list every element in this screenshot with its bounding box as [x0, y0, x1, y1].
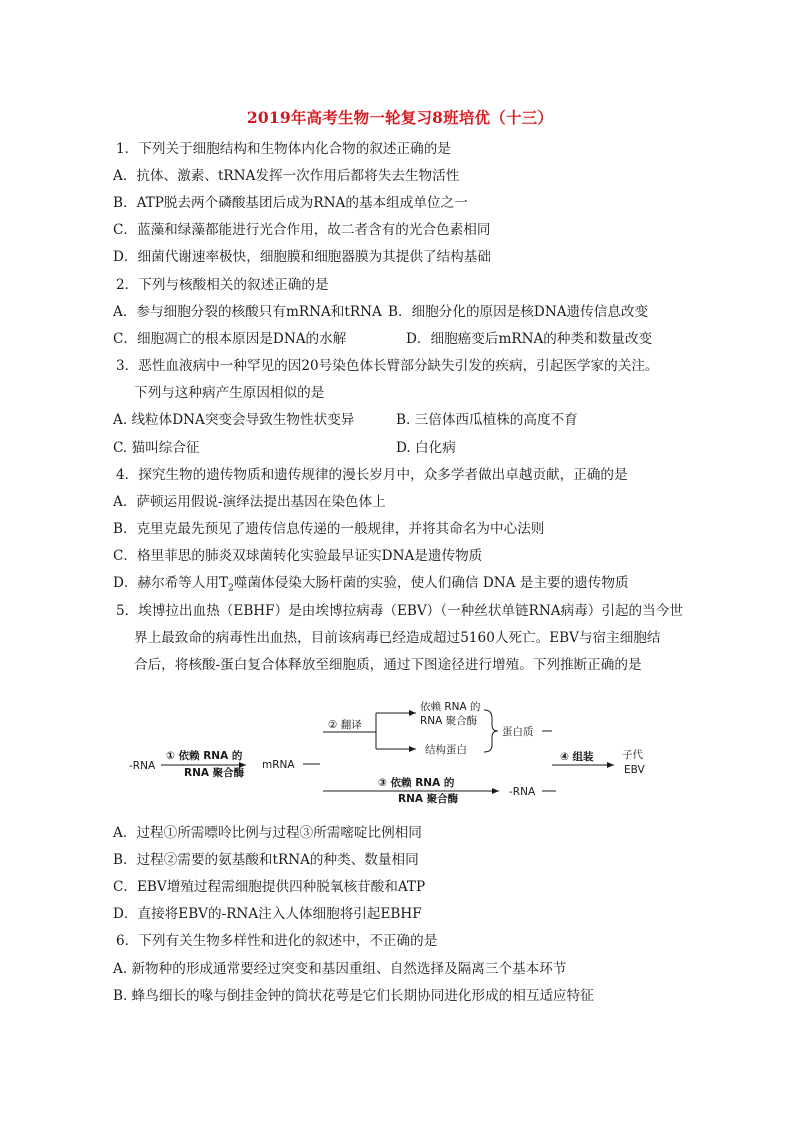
q6-option-b: B. 蜂鸟细长的喙与倒挂金钟的筒状花萼是它们长期协同进化形成的相互适应特征: [113, 988, 594, 1004]
step3-label-top: ③ 依赖 RNA 的: [378, 777, 455, 789]
q2-option-b: B．细胞分化的原因是核DNA遗传信息改变: [388, 304, 649, 320]
question-5-stem-line2: 界上最致命的病毒性出血热，目前该病毒已经造成超过5160人死亡。EBV与宿主细胞结: [134, 630, 661, 646]
enzyme-label-top: 依赖 RNA 的: [420, 701, 481, 713]
step3-label-bottom: RNA 聚合酶: [398, 793, 459, 805]
progeny-label-top: 子代: [622, 749, 643, 761]
q4-option-c: C．格里菲思的肺炎双球菌转化实验最早证实DNA是遗传物质: [113, 548, 483, 564]
q3-option-a: A. 线粒体DNA突变会导致生物性状变异: [113, 412, 355, 428]
step1-label-bottom: RNA 聚合酶: [184, 767, 245, 779]
structural-protein-label: 结构蛋白: [425, 744, 467, 756]
q5-option-a: A．过程①所需嘌呤比例与过程③所需嘧啶比例相同: [113, 825, 422, 841]
q4-option-b: B．克里克最先预见了遗传信息传递的一般规律，并将其命名为中心法则: [113, 521, 545, 537]
step2-label: ② 翻译: [328, 719, 362, 731]
q5-option-d: D．直接将EBV的-RNA注入人体细胞将引起EBHF: [113, 906, 422, 922]
q6-option-a: A. 新物种的形成通常要经过突变和基因重组、自然选择及隔离三个基本环节: [113, 961, 567, 977]
end-rna-label: -RNA: [509, 786, 536, 798]
q4-option-d-prefix: D．赫尔希等人用T: [113, 575, 229, 591]
question-6-stem: 6．下列有关生物多样性和进化的叙述中，不正确的是: [116, 933, 438, 949]
q1-option-a: A．抗体、激素、tRNA发挥一次作用后都将失去生物活性: [113, 168, 460, 184]
q4-option-d-suffix: 噬菌体侵染大肠杆菌的实验，使人们确信 DNA 是主要的遗传物质: [233, 575, 629, 591]
question-4-stem: 4．探究生物的遗传物质和遗传规律的漫长岁月中，众多学者做出卓越贡献，正确的是: [116, 467, 628, 483]
q5-option-c: C．EBV增殖过程需细胞提供四种脱氧核苷酸和ATP: [113, 879, 426, 895]
q1-option-b: B．ATP脱去两个磷酸基团后成为RNA的基本组成单位之一: [113, 195, 468, 211]
q5-option-b: B．过程②需要的氨基酸和tRNA的种类、数量相同: [113, 852, 419, 868]
q4-option-a: A．萨顿运用假说-演绎法提出基因在染色体上: [113, 494, 386, 510]
q3-option-b: B. 三倍体西瓜植株的高度不育: [396, 412, 578, 428]
question-5-stem-line3: 合后，将核酸-蛋白复合体释放至细胞质，通过下图途径进行增殖。下列推断正确的是: [134, 657, 642, 673]
protein-brace: [484, 710, 498, 752]
step4-label: ④ 组装: [560, 751, 594, 763]
q2-option-c: C．细胞凋亡的根本原因是DNA的水解: [113, 331, 347, 347]
page-title: 2019年高考生物一轮复习8班培优（十三）: [246, 108, 554, 127]
start-rna-label: -RNA: [129, 760, 156, 772]
question-2-stem: 2．下列与核酸相关的叙述正确的是: [116, 277, 329, 293]
q3-option-d: D. 白化病: [396, 440, 456, 456]
protein-label: 蛋白质: [502, 726, 534, 738]
q1-option-d: D．细菌代谢速率极快，细胞膜和细胞器膜为其提供了结构基础: [113, 249, 491, 265]
q2-option-d: D．细胞癌变后mRNA的种类和数量改变: [406, 331, 653, 347]
q1-option-c: C．蓝藻和绿藻都能进行光合作用，故二者含有的光合色素相同: [113, 222, 491, 238]
question-5-stem-line1: 5．埃博拉出血热（EBHF）是由埃博拉病毒（EBV）（一种丝状单链RNA病毒）引起的当今世: [116, 603, 683, 619]
q2-option-a: A．参与细胞分裂的核酸只有mRNA和tRNA: [113, 304, 382, 320]
question-3-stem-line2: 下列与这种病产生原因相似的是: [134, 385, 325, 401]
q4-option-d-subscript: 2: [228, 583, 234, 594]
q3-option-c: C. 猫叫综合征: [113, 440, 200, 456]
mrna-label: mRNA: [262, 759, 295, 771]
progeny-label-bottom: EBV: [624, 764, 645, 776]
q4-option-d: [113, 574, 629, 598]
question-1-stem: 1．下列关于细胞结构和生物体内化合物的叙述正确的是: [116, 141, 451, 157]
enzyme-label-bottom: RNA 聚合酶: [420, 715, 478, 727]
step1-label-top: ① 依赖 RNA 的: [166, 750, 243, 762]
question-3-stem-line1: 3．恶性血液病中一种罕见的因20号染色体长臂部分缺失引发的疾病，引起医学家的关注。: [116, 358, 659, 374]
